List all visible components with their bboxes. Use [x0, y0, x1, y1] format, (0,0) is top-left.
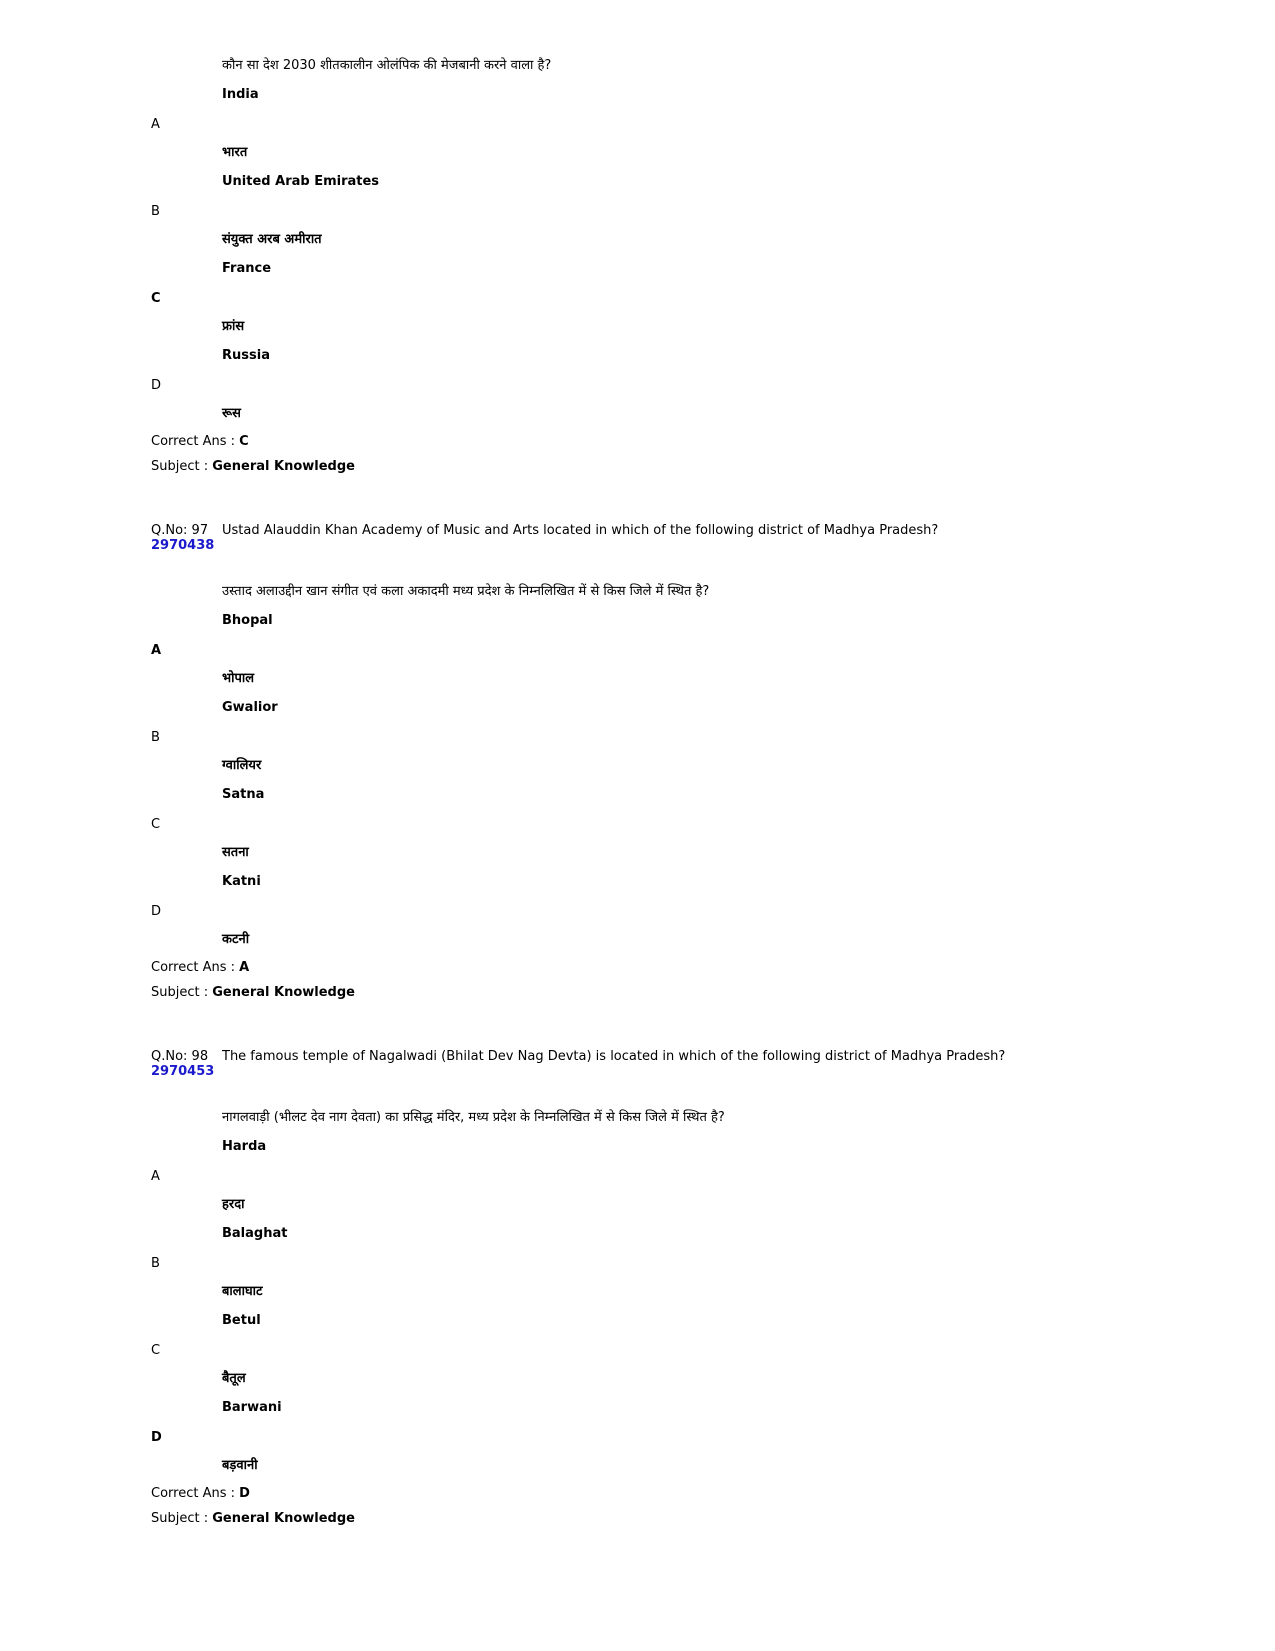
option-c-english: Betul	[222, 1313, 261, 1328]
option-b-hindi: संयुक्त अरब अमीरात	[222, 232, 322, 247]
option-a-letter: A	[151, 117, 160, 132]
question-number: Q.No: 98	[151, 1049, 209, 1064]
question-text-english: The famous temple of Nagalwadi (Bhilat Dev Nag Devta) is located in which of the following district of Madhya Pradesh?	[222, 1049, 1006, 1064]
option-c-letter: C	[151, 1343, 161, 1358]
subject-label: Subject :	[151, 1511, 209, 1526]
correct-answer-label: Correct Ans :	[151, 1486, 235, 1501]
subject-value: General Knowledge	[212, 1511, 355, 1526]
option-b-hindi: बालाघाट	[222, 1284, 263, 1299]
option-a-letter: A	[151, 643, 162, 658]
question-text-hindi: उस्ताद अलाउद्दीन खान संगीत एवं कला अकादमी मध्य प्रदेश के निम्नलिखित में से किस जिले में स्थित है?	[222, 584, 710, 599]
option-d-hindi: रूस	[222, 406, 241, 421]
option-d-letter: D	[151, 1430, 162, 1445]
correct-answer-label: Correct Ans :	[151, 960, 235, 975]
question-text-hindi: कौन सा देश 2030 शीतकालीन ओलंपिक की मेजबानी करने वाला है?	[222, 58, 552, 73]
question-id: 2970453	[151, 1064, 215, 1079]
option-c-hindi: सतना	[222, 845, 249, 860]
option-c-hindi: फ्रांस	[222, 319, 245, 334]
option-a-letter: A	[151, 1169, 160, 1184]
option-a-english: India	[222, 87, 259, 102]
option-c-english: Satna	[222, 787, 265, 802]
correct-answer	[151, 960, 249, 976]
option-d-english: Russia	[222, 348, 270, 363]
question-text-english: Ustad Alauddin Khan Academy of Music and Arts located in which of the following district of Madhya Pradesh?	[222, 523, 939, 538]
option-b-letter: B	[151, 1256, 160, 1271]
option-d-hindi: कटनी	[222, 932, 250, 947]
option-a-hindi: भोपाल	[222, 671, 255, 686]
correct-answer-label: Correct Ans :	[151, 434, 235, 449]
option-a-english: Harda	[222, 1139, 267, 1154]
option-a-hindi: भारत	[222, 145, 248, 160]
option-b-letter: B	[151, 730, 160, 745]
question-id: 2970438	[151, 538, 215, 553]
option-b-english: Gwalior	[222, 700, 278, 715]
subject-label: Subject :	[151, 459, 209, 474]
option-c-hindi: बैतूल	[222, 1371, 246, 1386]
correct-answer	[151, 434, 249, 450]
option-c-letter: C	[151, 291, 161, 306]
option-d-english: Katni	[222, 874, 261, 889]
option-d-hindi: बड़वानी	[222, 1458, 258, 1473]
subject-label: Subject :	[151, 985, 209, 1000]
option-b-english: Balaghat	[222, 1226, 288, 1241]
correct-answer-value: A	[239, 960, 250, 975]
correct-answer	[151, 1486, 250, 1502]
option-a-hindi: हरदा	[222, 1197, 245, 1212]
subject	[151, 459, 355, 475]
subject-value: General Knowledge	[212, 985, 355, 1000]
option-b-letter: B	[151, 204, 160, 219]
option-b-english: United Arab Emirates	[222, 174, 380, 189]
option-b-hindi: ग्वालियर	[222, 758, 262, 773]
subject-value: General Knowledge	[212, 459, 355, 474]
option-c-english: France	[222, 261, 272, 276]
option-c-letter: C	[151, 817, 161, 832]
option-a-english: Bhopal	[222, 613, 273, 628]
correct-answer-value: C	[239, 434, 249, 449]
subject	[151, 985, 355, 1001]
option-d-letter: D	[151, 904, 162, 919]
question-number: Q.No: 97	[151, 523, 209, 538]
question-text-hindi: नागलवाड़ी (भीलट देव नाग देवता) का प्रसिद्ध मंदिर, मध्य प्रदेश के निम्नलिखित में से किस जिले में स्थित है?	[222, 1110, 725, 1125]
option-d-letter: D	[151, 378, 162, 393]
correct-answer-value: D	[239, 1486, 250, 1501]
subject	[151, 1511, 355, 1527]
option-d-english: Barwani	[222, 1400, 282, 1415]
